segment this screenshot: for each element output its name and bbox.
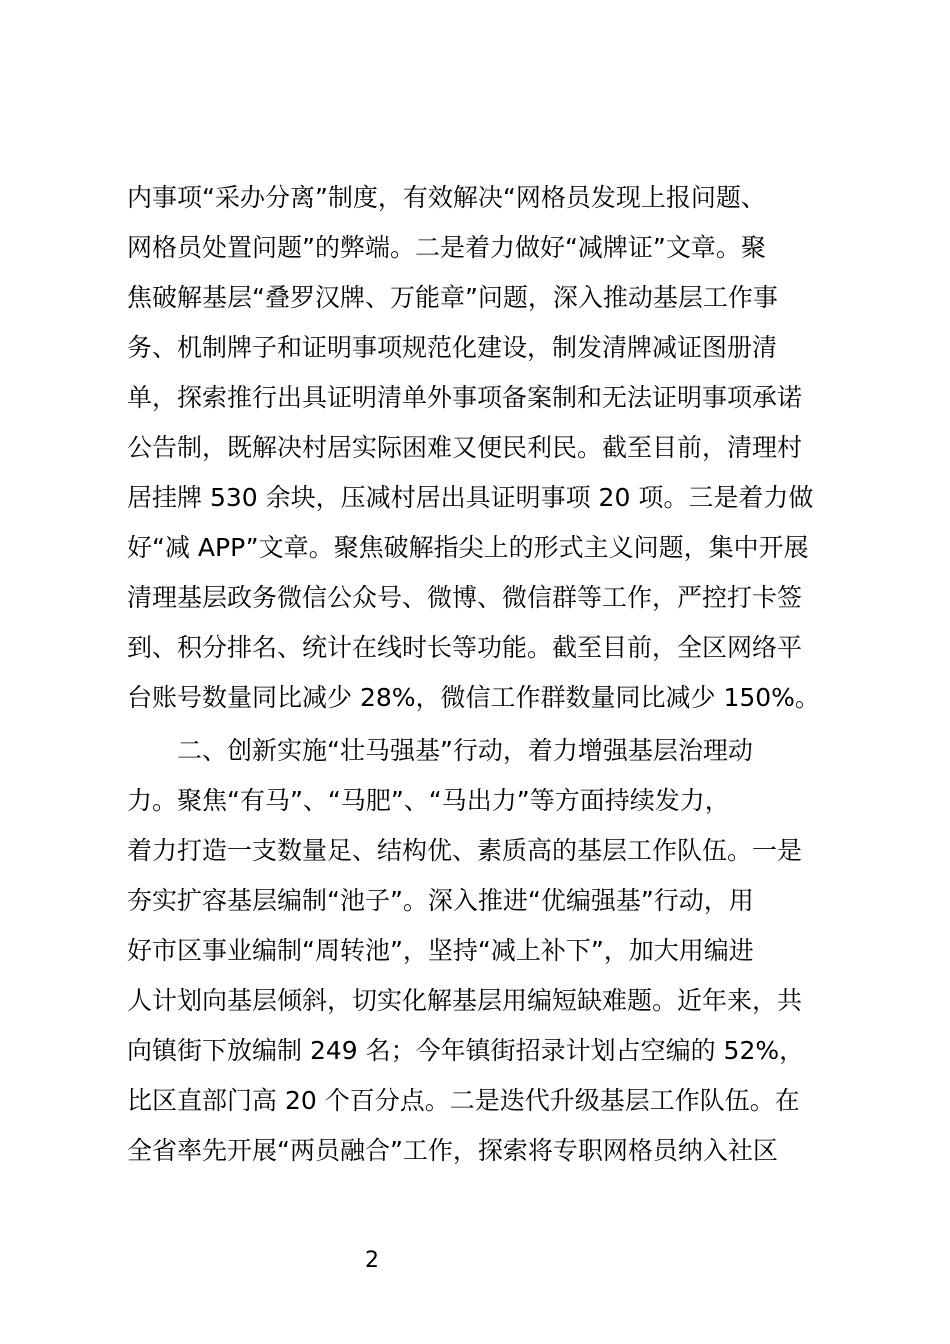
- text-line: 比区直部门高 20 个百分点。二是迭代升级基层工作队伍。在: [127, 1086, 800, 1115]
- text-line: 焦破解基层“叠罗汉牌、万能章”问题，深入推动基层工作事: [127, 283, 778, 312]
- section-heading-line: 二、创新实施“壮马强基”行动，着力增强基层治理动: [177, 736, 753, 765]
- text-line: 单，探索推行出具证明清单外事项备案制和无法证明事项承诺: [127, 383, 803, 412]
- text-line: 公告制，既解决村居实际困难又便民利民。截至目前，清理村: [127, 433, 803, 462]
- text-line: 内事项“采办分离”制度，有效解决“网格员发现上报问题、: [127, 183, 766, 212]
- text-line: 夯实扩容基层编制“池子”。深入推进“优编强基”行动，用: [127, 886, 754, 915]
- text-line: 着力打造一支数量足、结构优、素质高的基层工作队伍。一是: [127, 836, 803, 865]
- text-line: 人计划向基层倾斜，切实化解基层用编短缺难题。近年来，共: [127, 986, 803, 1015]
- text-line: 力。聚焦“有马”、“马肥”、“马出力”等方面持续发力，: [127, 786, 730, 815]
- text-line: 向镇街下放编制 249 名；今年镇街招录计划占空编的 52%，: [127, 1036, 805, 1065]
- text-line: 好“减 APP”文章。聚焦破解指尖上的形式主义问题，集中开展: [127, 533, 809, 562]
- page-number: 2: [365, 1248, 379, 1273]
- text-line: 到、积分排名、统计在线时长等功能。截至目前，全区网络平: [127, 633, 803, 662]
- text-line: 务、机制牌子和证明事项规范化建设，制发清牌减证图册清: [127, 333, 778, 362]
- text-line: 网格员处置问题”的弊端。二是着力做好“减牌证”文章。聚: [127, 233, 766, 262]
- text-line: 居挂牌 530 余块，压减村居出具证明事项 20 项。三是着力做: [127, 483, 814, 512]
- text-line: 好市区事业编制“周转池”，坚持“减上补下”，加大用编进: [127, 936, 754, 965]
- text-line: 台账号数量同比减少 28%，微信工作群数量同比减少 150%。: [127, 683, 820, 712]
- text-line: 清理基层政务微信公众号、微博、微信群等工作，严控打卡签: [127, 583, 803, 612]
- text-line: 全省率先开展“两员融合”工作，探索将专职网格员纳入社区: [127, 1136, 778, 1165]
